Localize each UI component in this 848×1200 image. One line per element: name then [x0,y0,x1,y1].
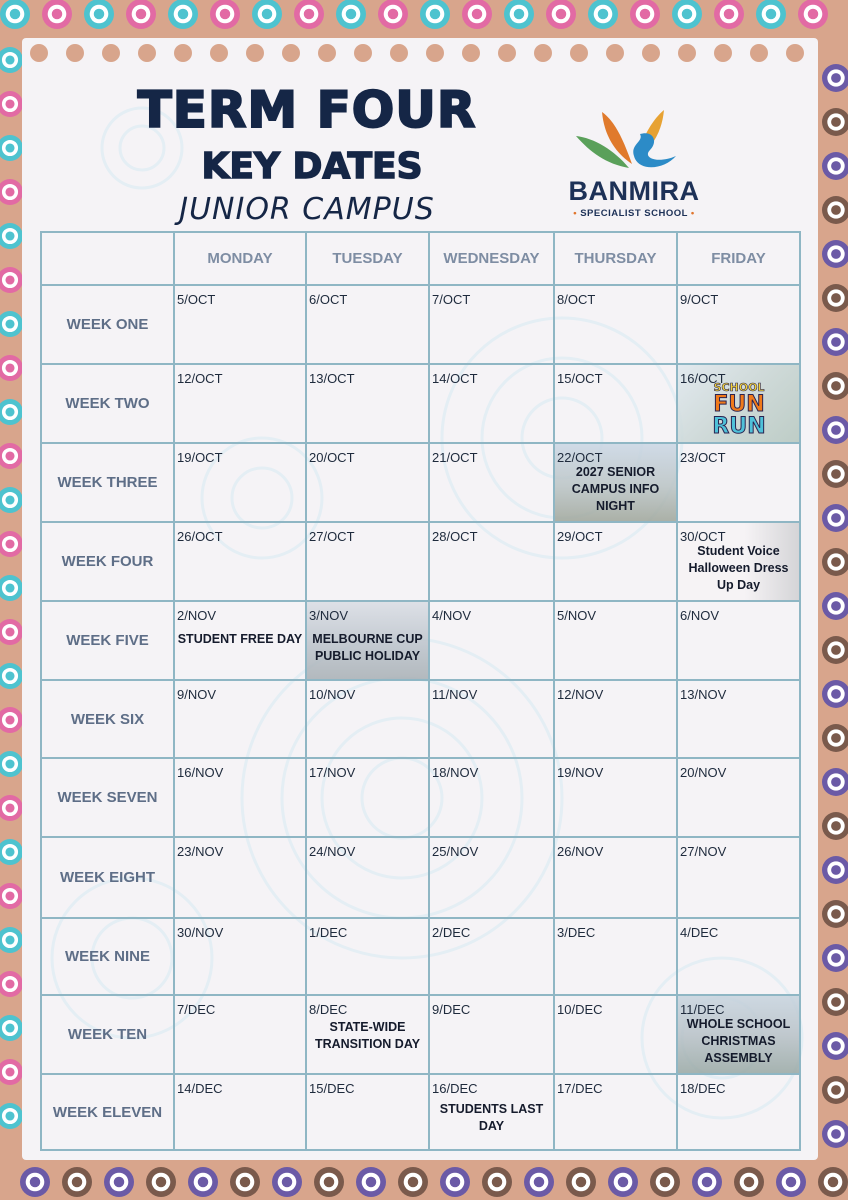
edge-hole [282,44,300,62]
day-cell [677,1074,800,1150]
date-label: 22/OCT [557,450,603,465]
date-label: 11/NOV [432,687,478,702]
day-cell [554,364,677,443]
day-cell [677,364,800,443]
week-row [41,918,800,995]
school-logo [554,90,714,220]
day-cell [429,680,554,758]
week-label: WEEK TWO [41,364,174,443]
day-cell [174,918,306,995]
date-label: 5/OCT [177,292,216,307]
date-label: 13/NOV [680,687,727,702]
edge-hole [534,44,552,62]
column-header: THURSDAY [554,232,677,285]
date-label: 14/DEC [177,1081,223,1096]
date-label: 9/NOV [177,687,217,702]
day-cell [306,1074,429,1150]
column-header: FRIDAY [677,232,800,285]
date-label: 16/OCT [680,371,726,386]
date-label: 17/NOV [309,765,356,780]
date-label: 3/NOV [309,608,349,623]
edge-hole [210,44,228,62]
date-label: 8/DEC [309,1002,348,1017]
edge-hole [642,44,660,62]
week-row [41,758,800,837]
key-dates-table [40,231,801,1151]
date-label: 18/DEC [680,1081,726,1096]
edge-hole [462,44,480,62]
edge-hole [102,44,120,62]
date-label: 18/NOV [432,765,479,780]
day-cell [174,522,306,601]
date-label: 23/OCT [680,450,726,465]
day-cell [306,995,429,1074]
week-row [41,1074,800,1150]
day-cell [554,1074,677,1150]
week-label: WEEK THREE [41,443,174,522]
date-label: 30/NOV [177,925,224,940]
date-label: 28/OCT [432,529,478,544]
day-cell [554,758,677,837]
day-cell [174,758,306,837]
week-label: WEEK FIVE [41,601,174,680]
date-label: 20/NOV [680,765,727,780]
edge-hole [426,44,444,62]
week-label: WEEK ONE [41,285,174,364]
edge-hole [750,44,768,62]
date-label: 21/OCT [432,450,478,465]
date-label: 8/OCT [557,292,596,307]
day-cell [174,601,306,680]
column-header: WEDNESDAY [429,232,554,285]
edge-hole [318,44,336,62]
event-student-free-day: STUDENT FREE DAY [177,632,303,646]
week-row [41,443,800,522]
day-cell [306,522,429,601]
edge-hole [246,44,264,62]
edge-hole [498,44,516,62]
day-cell [429,918,554,995]
event-transition-day: STATE-WIDE TRANSITION DAY [314,1020,421,1051]
date-label: 26/OCT [177,529,223,544]
date-label: 10/DEC [557,1002,603,1017]
day-cell [677,443,800,522]
school-tagline: • SPECIALIST SCHOOL • [573,208,695,219]
day-cell [554,918,677,995]
date-label: 10/NOV [309,687,356,702]
week-label: WEEK EIGHT [41,837,174,918]
edge-hole [174,44,192,62]
day-cell [429,995,554,1074]
date-label: 19/NOV [557,765,604,780]
week-label: WEEK ELEVEN [41,1074,174,1150]
day-cell [429,1074,554,1150]
date-label: 7/DEC [177,1002,216,1017]
date-label: 30/OCT [680,529,726,544]
date-label: 20/OCT [309,450,355,465]
day-cell [554,680,677,758]
day-cell [174,443,306,522]
date-label: 5/NOV [557,608,597,623]
date-label: 26/NOV [557,844,604,859]
date-label: 27/OCT [309,529,355,544]
edge-hole [570,44,588,62]
table-header-row [41,232,800,285]
edge-hole [606,44,624,62]
date-label: 13/OCT [309,371,355,386]
date-label: 7/OCT [432,292,471,307]
leaf-river-icon [554,90,714,180]
date-label: 19/OCT [177,450,223,465]
edge-hole [66,44,84,62]
column-header: MONDAY [174,232,306,285]
date-label: 14/OCT [432,371,478,386]
day-cell [554,837,677,918]
day-cell [306,285,429,364]
edge-hole [786,44,804,62]
date-label: 2/DEC [432,925,471,940]
week-row [41,837,800,918]
day-cell [306,601,429,680]
day-cell [429,364,554,443]
day-cell [306,364,429,443]
week-row [41,522,800,601]
day-cell [677,758,800,837]
day-cell [306,758,429,837]
day-cell [174,285,306,364]
day-cell [306,918,429,995]
week-row [41,995,800,1074]
day-cell [554,443,677,522]
week-row [41,364,800,443]
date-label: 6/NOV [680,608,720,623]
day-cell [677,285,800,364]
school-name: BANMIRA [568,176,700,206]
day-cell [554,601,677,680]
day-cell [306,443,429,522]
day-cell [554,995,677,1074]
fun-run-text: FUN [713,392,765,417]
fun-run-text: RUN [712,414,766,439]
corner-cell [41,232,174,285]
week-label: WEEK SIX [41,680,174,758]
event-christmas-assembly: WHOLE SCHOOL CHRISTMAS ASSEMBLY [686,1017,791,1065]
date-label: 9/DEC [432,1002,471,1017]
campus-name: JUNIOR CAMPUS [179,192,435,227]
week-label: WEEK FOUR [41,522,174,601]
day-cell [554,522,677,601]
event-melbourne-cup: MELBOURNE CUP PUBLIC HOLIDAY [312,632,423,663]
edge-hole [714,44,732,62]
week-label: WEEK SEVEN [41,758,174,837]
day-cell [429,522,554,601]
date-label: 6/OCT [309,292,348,307]
page-title: TERM FOUR [137,81,477,139]
event-senior-info-night: 2027 SENIOR CAMPUS INFO NIGHT [571,465,660,513]
torn-edge-holes [22,38,818,68]
date-label: 24/NOV [309,844,356,859]
day-cell [174,837,306,918]
date-label: 12/NOV [557,687,604,702]
day-cell [429,601,554,680]
date-label: 11/DEC [680,1002,725,1017]
edge-hole [30,44,48,62]
edge-hole [138,44,156,62]
date-label: 16/NOV [177,765,224,780]
date-label: 1/DEC [309,925,348,940]
week-label: WEEK NINE [41,918,174,995]
day-cell [677,601,800,680]
day-cell [174,1074,306,1150]
day-cell [554,285,677,364]
date-label: 15/DEC [309,1081,355,1096]
date-label: 23/NOV [177,844,224,859]
date-label: 29/OCT [557,529,603,544]
day-cell [429,758,554,837]
week-row [41,601,800,680]
event-halloween-dress-up: Student Voice Halloween Dress Up Day [688,544,789,592]
day-cell [677,522,800,601]
day-cell [429,443,554,522]
date-label: 9/OCT [680,292,719,307]
day-cell [677,918,800,995]
date-label: 4/DEC [680,925,719,940]
date-label: 3/DEC [557,925,596,940]
edge-hole [354,44,372,62]
day-cell [429,837,554,918]
date-label: 25/NOV [432,844,479,859]
day-cell [677,680,800,758]
date-label: 27/NOV [680,844,727,859]
fun-run-text: SCHOOL [713,381,765,394]
day-cell [174,680,306,758]
week-label: WEEK TEN [41,995,174,1074]
fun-run-badge [708,381,770,438]
date-label: 2/NOV [177,608,217,623]
week-row [41,680,800,758]
week-row [41,285,800,364]
day-cell [677,837,800,918]
edge-hole [390,44,408,62]
day-cell [429,285,554,364]
day-cell [306,837,429,918]
day-cell [174,995,306,1074]
day-cell [306,680,429,758]
column-header: TUESDAY [306,232,429,285]
page-subtitle: KEY DATES [201,146,423,187]
date-label: 15/OCT [557,371,603,386]
date-label: 12/OCT [177,371,223,386]
calendar-paper [22,38,818,1160]
day-cell [677,995,800,1074]
edge-hole [678,44,696,62]
event-students-last-day: STUDENTS LAST DAY [439,1102,544,1133]
date-label: 4/NOV [432,608,472,623]
day-cell [174,364,306,443]
date-label: 17/DEC [557,1081,603,1096]
date-label: 16/DEC [432,1081,478,1096]
